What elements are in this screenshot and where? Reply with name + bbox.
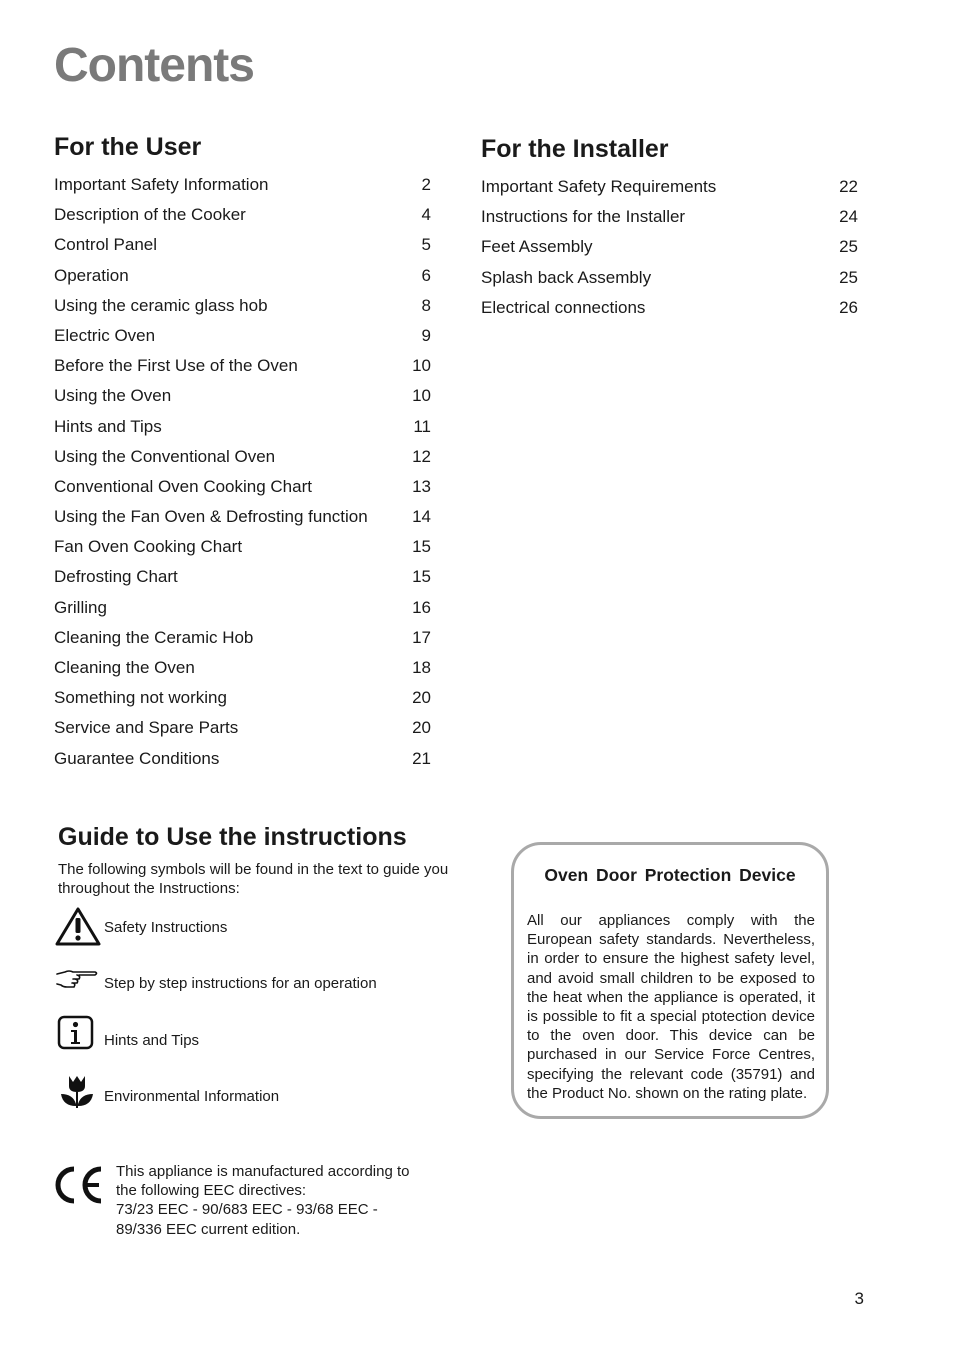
user-section-heading: For the User: [54, 133, 202, 161]
toc-entry-label: Guarantee Conditions: [54, 748, 220, 768]
toc-entry-label: Using the Fan Oven & Defrosting function: [54, 507, 368, 527]
ce-statement: [116, 1162, 436, 1239]
toc-entry-page: 18: [412, 658, 431, 677]
toc-entry-label: Electric Oven: [54, 325, 156, 345]
symbol-label: Step by step instructions for an operation: [104, 975, 377, 992]
symbol-label: Safety Instructions: [104, 919, 228, 936]
toc-entry: [54, 567, 431, 597]
toc-entry-label: Fan Oven Cooking Chart: [54, 537, 243, 557]
toc-entry-page: 2: [421, 175, 431, 194]
toc-entry: [54, 598, 431, 628]
toc-entry: [54, 658, 431, 688]
page-title: Contents: [54, 39, 254, 92]
toc-entry: [54, 537, 431, 567]
toc-entry-label: Before the First Use of the Oven: [54, 356, 298, 376]
toc-entry: [54, 718, 431, 748]
toc-entry: [54, 477, 431, 507]
pointing-hand-icon: [55, 966, 101, 1006]
toc-entry-page: 15: [412, 567, 431, 587]
toc-entry: [54, 417, 431, 447]
toc-entry-label: Cleaning the Oven: [54, 658, 195, 677]
toc-entry-page: 10: [412, 386, 431, 406]
toc-entry-page: 20: [412, 688, 431, 708]
toc-entry-page: 21: [412, 748, 431, 768]
toc-entry-label: Something not working: [54, 688, 227, 708]
toc-entry-label: Service and Spare Parts: [54, 718, 239, 738]
info-icon: [55, 1014, 101, 1054]
oven-door-protection-text: All our appliances comply with the European safety standards. Nevertheless, in order to ensure the highest safety level, and avoid small children to be exposed to the heat when the appliance is operated, it is possible to fit a special ptotection device to the oven door. This device can be purchased in our Service Force Centres, specifying the relevant code (35791) and the Product No. shown on the rating plate.: [527, 912, 815, 1102]
user-toc-list: [54, 175, 431, 779]
toc-entry: [54, 749, 431, 779]
guide-heading: Guide to Use the instructions: [58, 823, 407, 851]
toc-entry-page: 12: [412, 446, 431, 466]
toc-entry-page: 20: [412, 718, 431, 738]
toc-entry: [481, 298, 858, 328]
ce-line-4: 89/336 EEC current edition.: [116, 1220, 301, 1238]
toc-entry-page: 16: [412, 597, 431, 617]
toc-entry: [481, 177, 858, 207]
installer-section-heading: For the Installer: [481, 135, 669, 163]
symbol-label: Hints and Tips: [104, 1032, 200, 1049]
toc-entry-page: 10: [412, 356, 431, 376]
warning-triangle-icon: [55, 906, 101, 946]
toc-entry-label: Conventional Oven Cooking Chart: [54, 476, 312, 496]
toc-entry-label: Instructions for the Installer: [481, 207, 686, 227]
toc-entry-page: 26: [839, 297, 858, 317]
toc-entry-page: 22: [839, 177, 858, 196]
toc-entry: [54, 205, 431, 235]
toc-entry-label: Operation: [54, 265, 129, 285]
toc-entry: [54, 235, 431, 265]
toc-entry-page: 9: [421, 325, 431, 345]
toc-entry: [54, 266, 431, 296]
toc-entry: [54, 386, 431, 416]
toc-entry-label: Important Safety Information: [54, 175, 269, 194]
toc-entry-label: Electrical connections: [481, 297, 646, 317]
toc-entry: [54, 628, 431, 658]
toc-entry-label: Control Panel: [54, 235, 158, 255]
toc-entry-label: Using the Oven: [54, 386, 172, 406]
symbol-label: Environmental Information: [104, 1088, 280, 1105]
toc-entry-page: 6: [421, 265, 431, 285]
environment-plant-icon: [55, 1074, 101, 1114]
ce-line-1: This appliance is manufactured according to: [116, 1163, 410, 1180]
toc-entry: [54, 296, 431, 326]
toc-entry-page: 25: [839, 267, 858, 287]
toc-entry: [481, 268, 858, 298]
ce-mark-icon: [52, 1164, 106, 1211]
toc-entry-label: Defrosting Chart: [54, 567, 178, 587]
toc-entry: [54, 688, 431, 718]
toc-entry: [54, 356, 431, 386]
toc-entry-page: 15: [412, 537, 431, 557]
toc-entry-label: Feet Assembly: [481, 237, 593, 257]
toc-entry-label: Using the Conventional Oven: [54, 446, 276, 466]
toc-entry-page: 11: [413, 416, 431, 436]
toc-entry-label: Description of the Cooker: [54, 205, 246, 225]
toc-entry-page: 5: [421, 235, 431, 255]
toc-entry-page: 17: [412, 627, 431, 647]
toc-entry-page: 8: [421, 295, 431, 315]
toc-entry-label: Cleaning the Ceramic Hob: [54, 627, 254, 647]
toc-entry-label: Using the ceramic glass hob: [54, 295, 268, 315]
toc-entry-label: Important Safety Requirements: [481, 177, 717, 196]
toc-entry: [54, 507, 431, 537]
toc-entry-label: Splash back Assembly: [481, 267, 652, 287]
page-number: 3: [854, 1289, 864, 1308]
ce-line-3: 73/23 EEC - 90/683 EEC - 93/68 EEC -: [116, 1201, 378, 1219]
toc-entry-page: 4: [421, 205, 431, 225]
oven-door-protection-title: Oven Door Protection Device: [544, 865, 796, 885]
toc-entry: [54, 326, 431, 356]
toc-entry-page: 25: [839, 237, 858, 257]
guide-intro: The following symbols will be found in the text to guide you throughout the Instructions:: [58, 861, 449, 897]
oven-door-protection-box: [511, 842, 829, 1119]
toc-entry-page: 14: [412, 507, 431, 527]
ce-line-2: the following EEC directives:: [116, 1182, 307, 1200]
toc-entry-page: 13: [412, 476, 431, 496]
toc-entry: [481, 207, 858, 237]
installer-toc-list: [481, 177, 858, 328]
toc-entry: [54, 447, 431, 477]
toc-entry-page: 24: [839, 207, 858, 227]
toc-entry: [54, 175, 431, 205]
toc-entry: [481, 237, 858, 267]
toc-entry-label: Hints and Tips: [54, 416, 162, 436]
toc-entry-label: Grilling: [54, 597, 107, 617]
